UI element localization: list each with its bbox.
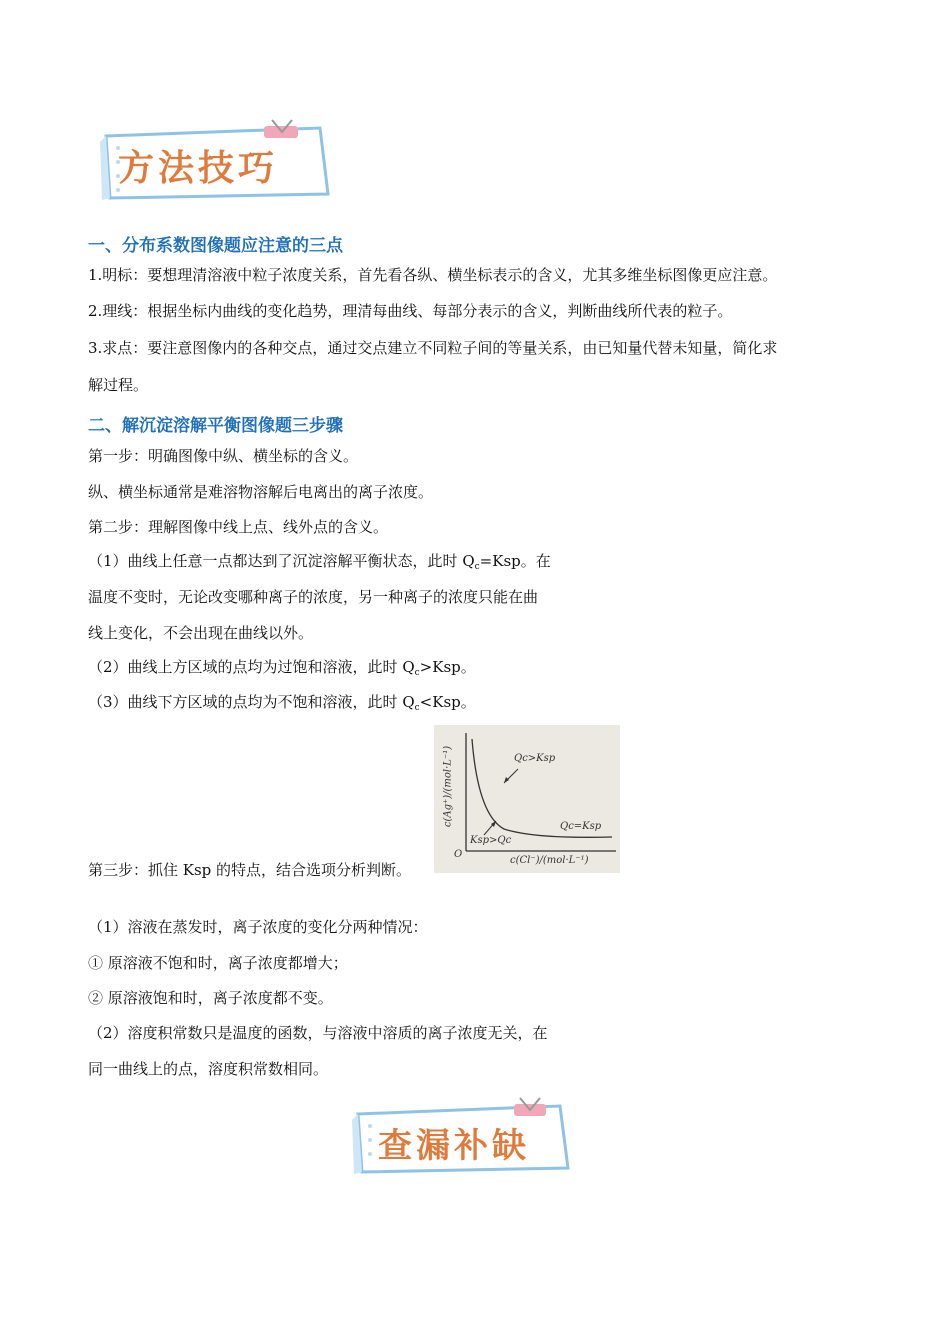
banner-title: 查漏补缺 (378, 1126, 530, 1166)
item3-suffix: <Ksp。 (419, 693, 476, 711)
evap-case-a: ① 原溶液不饱和时，离子浓度都增大； (88, 954, 348, 972)
section1-line-2: 2.理线：根据坐标内曲线的变化趋势，理清每曲线、每部分表示的含义，判断曲线所代表的粒子。 (88, 302, 733, 320)
method-tips-banner (96, 118, 340, 204)
solubility-figure (434, 725, 620, 873)
section2-heading: 二、解沉淀溶解平衡图像题三步骤 (88, 416, 343, 436)
item2-line (88, 657, 476, 683)
item3-prefix: （3）曲线下方区域的点均为不饱和溶液，此时 Q (88, 693, 415, 711)
item2-suffix: >Ksp。 (419, 658, 476, 676)
section1-line-3: 3.求点：要注意图像内的各种交点，通过交点建立不同粒子间的等量关系，由已知量代替未知量，简化求 (88, 339, 778, 357)
step1-text: 第一步：明确图像中纵、横坐标的含义。 (88, 447, 359, 465)
item1-line3: 线上变化，不会出现在曲线以外。 (88, 624, 314, 642)
section1-line-1: 1.明标：要想理清溶液中粒子浓度关系，首先看各纵、横坐标表示的含义，尤其多维坐标图像更应注意。 (88, 266, 778, 284)
figure-label-above: Qc>Ksp (514, 753, 556, 764)
banner-title: 方法技巧 (118, 148, 279, 189)
section1-line-4: 解过程。 (88, 376, 149, 394)
item1-subscript: c (474, 562, 480, 572)
item1-suffix: =Ksp。在 (479, 552, 551, 570)
step1-detail: 纵、横坐标通常是难溶物溶解后电离出的离子浓度。 (88, 483, 434, 501)
item1-line2: 温度不变时，无论改变哪种离子的浓度，另一种离子的浓度只能在曲 (88, 588, 539, 606)
step2-text: 第二步：理解图像中线上点、线外点的含义。 (88, 518, 389, 536)
figure-label-below: Ksp>Qc (470, 835, 512, 846)
item3-subscript: c (414, 703, 420, 713)
arrow-above-head (504, 777, 509, 783)
evap-case-b: ② 原溶液饱和时，离子浓度都不变。 (88, 989, 333, 1007)
item1-line1 (88, 551, 551, 577)
ksp-line-2: 同一曲线上的点，溶度积常数相同。 (88, 1060, 329, 1078)
item1-prefix: （1）曲线上任意一点都达到了沉淀溶解平衡状态，此时 Q (88, 552, 475, 570)
step3-text: 第三步：抓住 Ksp 的特点，结合选项分析判断。 (88, 861, 412, 879)
section1-heading: 一、分布系数图像题应注意的三点 (88, 236, 343, 256)
item2-prefix: （2）曲线上方区域的点均为过饱和溶液，此时 Q (88, 658, 415, 676)
evap-text: （1）溶液在蒸发时，离子浓度的变化分两种情况： (88, 918, 428, 936)
item2-subscript: c (414, 668, 420, 678)
figure-label-curve: Qc=Ksp (560, 821, 602, 832)
figure-ylabel: c(Ag⁺)/(mol·L⁻¹) (442, 745, 454, 828)
ksp-line-1: （2）溶度积常数只是温度的函数，与溶液中溶质的离子浓度无关，在 (88, 1024, 548, 1042)
review-banner (348, 1096, 580, 1178)
figure-origin: O (454, 849, 463, 860)
item3-line (88, 692, 476, 718)
figure-xlabel: c(Cl⁻)/(mol·L⁻¹) (510, 855, 589, 866)
